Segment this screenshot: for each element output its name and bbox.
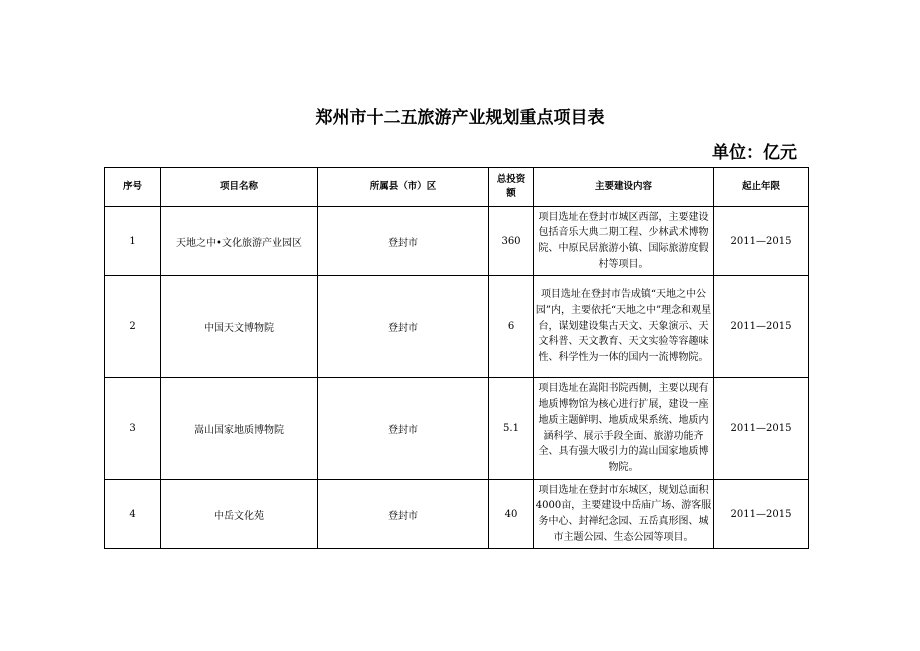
table-row (105, 276, 809, 378)
row-county: 登封市 (318, 378, 489, 480)
table-header-row (105, 168, 809, 207)
row-content: 项目选址在嵩阳书院西侧，主要以现有地质博物馆为核心进行扩展，建设一座地质主题鲜明、地质成果系统、地质内涵科学、展示手段全面、旅游功能齐全、具有强大吸引力的嵩山国家地质博物院。 (534, 378, 714, 480)
row-period: 2011—2015 (714, 207, 809, 276)
row-period: 2011—2015 (714, 378, 809, 480)
row-period: 2011—2015 (714, 480, 809, 549)
row-no: 2 (105, 276, 161, 378)
table-row (105, 207, 809, 276)
row-name: 中岳文化苑 (161, 480, 318, 549)
row-content: 项目选址在登封市城区西部，主要建设包括音乐大典二期工程、少林武术博物院、中原民居旅游小镇、国际旅游度假村等项目。 (534, 207, 714, 276)
unit-label: 单位：亿元 (712, 143, 797, 163)
header-county: 所属县（市）区 (318, 168, 489, 207)
header-name: 项目名称 (161, 168, 318, 207)
row-content: 项目选址在登封市东城区，规划总面积4000亩，主要建设中岳庙广场、游客服务中心、封禅纪念园、五岳真形图、城市主题公园、生态公园等项目。 (534, 480, 714, 549)
row-period: 2011—2015 (714, 276, 809, 378)
row-county: 登封市 (318, 276, 489, 378)
projects-table (104, 167, 809, 549)
row-content: 项目选址在登封市告成镇“天地之中公园”内，主要依托“天地之中”理念和观星台，谋划建设集古天文、天象演示、天文科普、天文教育、天文实验等容趣味性、科学性为一体的国内一流博物院。 (534, 276, 714, 378)
row-name: 中国天文博物院 (161, 276, 318, 378)
page-title: 郑州市十二五旅游产业规划重点项目表 (315, 108, 605, 128)
row-name: 嵩山国家地质博物院 (161, 378, 318, 480)
header-content: 主要建设内容 (534, 168, 714, 207)
header-investment: 总投资额 (489, 168, 534, 207)
row-no: 3 (105, 378, 161, 480)
table-row (105, 480, 809, 549)
header-period: 起止年限 (714, 168, 809, 207)
row-no: 1 (105, 207, 161, 276)
row-investment: 5.1 (489, 378, 534, 480)
row-investment: 6 (489, 276, 534, 378)
row-county: 登封市 (318, 480, 489, 549)
row-no: 4 (105, 480, 161, 549)
row-name: 天地之中•文化旅游产业园区 (161, 207, 318, 276)
table-row (105, 378, 809, 480)
row-investment: 360 (489, 207, 534, 276)
row-investment: 40 (489, 480, 534, 549)
row-county: 登封市 (318, 207, 489, 276)
header-no: 序号 (105, 168, 161, 207)
